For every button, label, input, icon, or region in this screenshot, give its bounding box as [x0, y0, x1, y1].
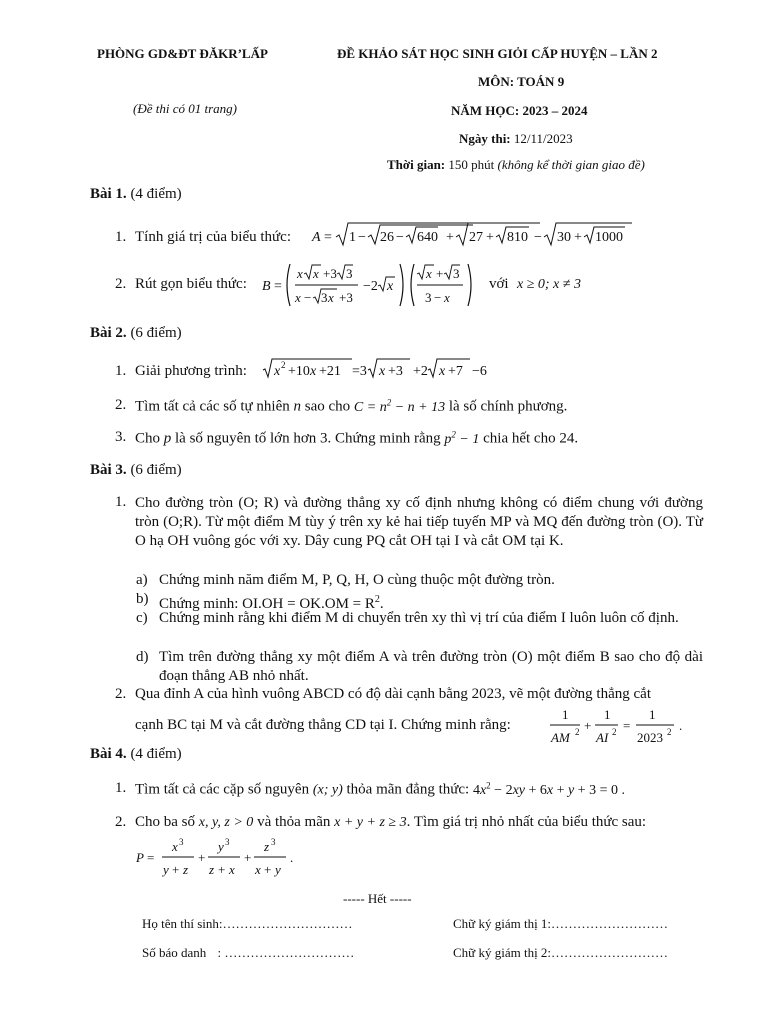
svg-text:x: x — [313, 266, 319, 281]
svg-text:=3: =3 — [352, 364, 367, 379]
bai2-q1-number: 1. — [115, 363, 127, 379]
svg-text:−: − — [396, 230, 404, 245]
svg-text:P: P — [136, 850, 144, 865]
bai2-q3-var: p — [163, 430, 172, 447]
bai3-a-text: Chứng minh năm điểm M, P, Q, H, O cùng thuộc một đường tròn. — [159, 572, 555, 588]
svg-text:3: 3 — [346, 266, 353, 281]
bai2-points: (6 điểm) — [130, 325, 182, 341]
svg-text:y: y — [218, 839, 224, 854]
bai4-q1-number: 1. — [115, 780, 127, 796]
bai2-q2-line — [135, 397, 567, 416]
supervisor-1-signature: Chữ ký giám thị 1:……………………… — [453, 916, 669, 931]
bai2-q3-text-a: Cho — [135, 430, 161, 447]
svg-text:810: 810 — [507, 230, 528, 245]
exam-subject: MÔN: TOÁN 9 — [478, 74, 565, 89]
time-label: Thời gian: — [387, 157, 446, 172]
svg-text:B: B — [262, 279, 271, 294]
school-year: NĂM HỌC: 2023 – 2024 — [451, 103, 588, 118]
bai4-points: (4 điểm) — [130, 746, 182, 762]
svg-text:1000: 1000 — [595, 230, 623, 245]
svg-text:−2: −2 — [363, 279, 378, 294]
bai3-d-text: Tìm trên đường thẳng xy một điểm A và trên đường tròn (O) một điểm B sao cho độ dài đoạn thẳng AB nhỏ nhất. — [159, 649, 703, 684]
section-heading-bai1 — [90, 186, 182, 203]
svg-text:−: − — [534, 230, 542, 245]
svg-text:x: x — [444, 290, 450, 305]
section-heading-bai2 — [90, 325, 182, 342]
svg-text:.: . — [290, 850, 294, 865]
svg-text:x: x — [310, 364, 317, 379]
formula-b — [262, 258, 492, 312]
exam-title: ĐỀ KHẢO SÁT HỌC SINH GIỎI CẤP HUYỆN – LẦN 2 — [337, 46, 658, 61]
bai2-q1-text: Giải phương trình: — [135, 363, 247, 379]
candidate-id-dots: : ………………………… — [217, 945, 355, 960]
bai4-q2-condition-2: x + y + z ≥ 3 — [334, 815, 407, 830]
svg-text:+: + — [436, 266, 444, 281]
section-heading-bai4 — [90, 746, 182, 763]
svg-text:+: + — [486, 230, 494, 245]
bai1-points: (4 điểm) — [130, 186, 182, 202]
svg-text:x: x — [297, 266, 303, 281]
bai1-q2-text: Rút gọn biểu thức: — [135, 276, 247, 292]
bai1-q2-condition: x ≥ 0; x ≠ 3 — [517, 277, 581, 292]
bai2-q2-formula: $C = n^2 - n + 13$ — [353, 397, 446, 415]
department-name: PHÒNG GD&ĐT ĐĂKR’LẤP — [97, 46, 268, 61]
bai3-q1-number: 1. — [115, 494, 127, 510]
svg-text:+3: +3 — [388, 364, 403, 379]
svg-text:2: 2 — [612, 727, 617, 737]
bai2-title: Bài 2. — [90, 325, 127, 341]
bai4-q1-formula: $4x^2 - 2xy + 6x + y + 3 = 0$ . — [472, 780, 626, 798]
bai4-q2-condition-1: x, y, z > 0 — [198, 815, 254, 830]
bai3-b-text: Chứng minh: OI.OH = OK.OM = R — [159, 596, 375, 612]
bai3-title: Bài 3. — [90, 462, 127, 478]
bai2-q3-number: 3. — [115, 429, 127, 445]
svg-text:−: − — [434, 290, 442, 305]
page-count-note: (Đề thi có 01 trang) — [133, 101, 237, 116]
svg-text:+2: +2 — [413, 364, 428, 379]
svg-text:x: x — [255, 862, 261, 877]
bai3-b-superscript: 2 — [374, 594, 380, 605]
svg-text:+: + — [574, 230, 582, 245]
svg-text:+7: +7 — [448, 364, 463, 379]
bai4-q2-text-c: . Tìm giá trị nhỏ nhất của biểu thức sau: — [406, 814, 647, 830]
bai4-q2-number: 2. — [115, 814, 127, 830]
bai4-title: Bài 4. — [90, 746, 127, 762]
svg-text:x: x — [172, 839, 178, 854]
time-note: (không kể thời gian giao đề) — [497, 157, 645, 172]
svg-text:+: + — [218, 862, 226, 877]
svg-text:−6: −6 — [472, 364, 487, 379]
bai4-q1-pair: (x; y) — [312, 782, 343, 798]
bai1-q1-number: 1. — [115, 229, 127, 245]
svg-text:2: 2 — [575, 727, 580, 737]
svg-text:x: x — [379, 364, 386, 379]
bai3-q2-line1: Qua đỉnh A của hình vuông ABCD có độ dài cạnh bằng 2023, vẽ một đường thẳng cắt — [135, 686, 651, 702]
svg-text:+: + — [244, 850, 252, 865]
svg-text:3: 3 — [179, 837, 184, 847]
supervisor-2-signature: Chữ ký giám thị 2:……………………… — [453, 945, 669, 960]
bai3-q2-line2: cạnh BC tại M và cắt đường thẳng CD tại I. Chứng minh rằng: — [135, 717, 511, 733]
bai3-c-label: c) — [136, 610, 148, 626]
svg-text:=: = — [274, 279, 282, 294]
svg-text:1: 1 — [604, 707, 611, 722]
svg-text:+21: +21 — [319, 364, 341, 379]
date-value: 12/11/2023 — [513, 131, 573, 146]
bai1-q1-text: Tính giá trị của biểu thức: — [135, 229, 291, 245]
svg-text:2: 2 — [667, 727, 672, 737]
bai3-b-label: b) — [136, 591, 149, 607]
svg-text:=: = — [623, 718, 631, 733]
svg-text:x: x — [439, 364, 446, 379]
svg-text:.: . — [679, 718, 683, 733]
svg-text:AM: AM — [551, 730, 570, 745]
svg-text:−: − — [304, 290, 312, 305]
svg-text:x: x — [426, 266, 432, 281]
svg-text:+: + — [446, 230, 454, 245]
svg-text:+3: +3 — [339, 290, 353, 305]
svg-text:z: z — [209, 862, 215, 877]
svg-text:640: 640 — [417, 230, 438, 245]
svg-text:1: 1 — [349, 230, 356, 245]
formula-a — [311, 220, 623, 250]
svg-text:+3: +3 — [323, 266, 337, 281]
bai2-q3-text-b: là số nguyên tố lớn hơn 3. Chứng minh rằng — [175, 430, 441, 447]
bai4-q1-text-b: thỏa mãn đẳng thức: — [346, 781, 470, 798]
candidate-id-field — [142, 945, 354, 961]
svg-text:+: + — [172, 862, 180, 877]
bai2-q3-formula: $p^2 - 1$ — [444, 429, 480, 447]
svg-text:x: x — [387, 279, 394, 294]
bai2-q3-text-c: chia hết cho 24. — [483, 430, 579, 447]
svg-text:2023: 2023 — [637, 730, 663, 745]
bai2-q3-line — [135, 429, 578, 448]
exam-date — [459, 131, 573, 147]
svg-text:27: 27 — [469, 230, 483, 245]
formula-p — [136, 836, 306, 882]
bai2-q2-text-c: là số chính phương. — [448, 398, 568, 415]
svg-text:3: 3 — [271, 837, 276, 847]
svg-text:=: = — [324, 230, 332, 245]
svg-text:+: + — [264, 862, 272, 877]
svg-text:y: y — [163, 862, 169, 877]
time-value: 150 phút — [448, 157, 495, 172]
svg-text:30: 30 — [557, 230, 571, 245]
svg-text:z: z — [183, 862, 189, 877]
bai3-b-line: Chứng minh: $OI.OH = OK.OM = R^2$. — [159, 594, 384, 612]
end-marker: ----- Hết ----- — [343, 891, 412, 906]
svg-text:A: A — [312, 230, 321, 245]
bai4-q2-text-a: Cho ba số — [135, 814, 195, 830]
svg-text:3: 3 — [321, 290, 328, 305]
bai2-q2-number: 2. — [115, 397, 127, 413]
svg-text:−: − — [358, 230, 366, 245]
exam-time — [387, 157, 645, 173]
formula-am-ai — [548, 704, 698, 750]
bai4-q1-line — [135, 780, 625, 799]
bai1-q2-condition-word: với — [489, 276, 509, 292]
svg-text:3: 3 — [453, 266, 460, 281]
svg-text:x: x — [229, 862, 235, 877]
section-heading-bai3 — [90, 462, 182, 479]
svg-text:+10: +10 — [288, 364, 310, 379]
svg-text:AI: AI — [596, 730, 609, 745]
svg-text:2: 2 — [281, 360, 286, 370]
svg-text:3: 3 — [225, 837, 230, 847]
svg-text:3: 3 — [425, 290, 432, 305]
bai3-d-label: d) — [136, 649, 149, 665]
svg-text:x: x — [295, 290, 301, 305]
svg-text:x: x — [328, 290, 334, 305]
bai2-q2-text-a: Tìm tất cả các số tự nhiên — [135, 398, 290, 415]
candidate-id-label: Số báo danh — [142, 945, 207, 960]
bai2-q2-text-b: sao cho — [304, 398, 351, 415]
bai2-q2-var: n — [293, 398, 301, 415]
bai4-q2-line — [135, 814, 646, 831]
bai3-points: (6 điểm) — [130, 462, 182, 478]
bai4-q1-text-a: Tìm tất cả các cặp số nguyên — [135, 781, 310, 798]
bai3-a-label: a) — [136, 572, 148, 588]
bai4-q2-text-b: và thỏa mãn — [257, 814, 331, 830]
svg-text:1: 1 — [562, 707, 569, 722]
svg-text:+: + — [198, 850, 206, 865]
svg-text:y: y — [275, 862, 281, 877]
bai1-q2-number: 2. — [115, 276, 127, 292]
svg-text:x: x — [274, 364, 281, 379]
bai1-title: Bài 1. — [90, 186, 127, 202]
svg-text:26: 26 — [380, 230, 394, 245]
svg-text:1: 1 — [649, 707, 656, 722]
bai3-q2-number: 2. — [115, 686, 127, 702]
svg-text:+: + — [584, 718, 592, 733]
bai3-c-text: Chứng minh rằng khi điểm M di chuyển trên xy thì vị trí của điểm I luôn luôn cố định. — [159, 610, 679, 626]
svg-text:=: = — [147, 850, 155, 865]
formula-equation — [262, 355, 502, 383]
svg-text:z: z — [264, 839, 270, 854]
date-label: Ngày thi: — [459, 131, 511, 146]
bai3-q1-text: Cho đường tròn (O; R) và đường thẳng xy cố định nhưng không có điểm chung với đường tròn (O;R). Từ một điểm M tùy ý trên xy kẻ hai tiếp tuyến MP và MQ đến đường tròn (O). Từ O hạ OH vuông góc với xy. Dây cung PQ cắt OH tại I và cắt OM tại K. — [135, 495, 703, 549]
candidate-name-field: Họ tên thí sinh:………………………… — [142, 916, 353, 931]
